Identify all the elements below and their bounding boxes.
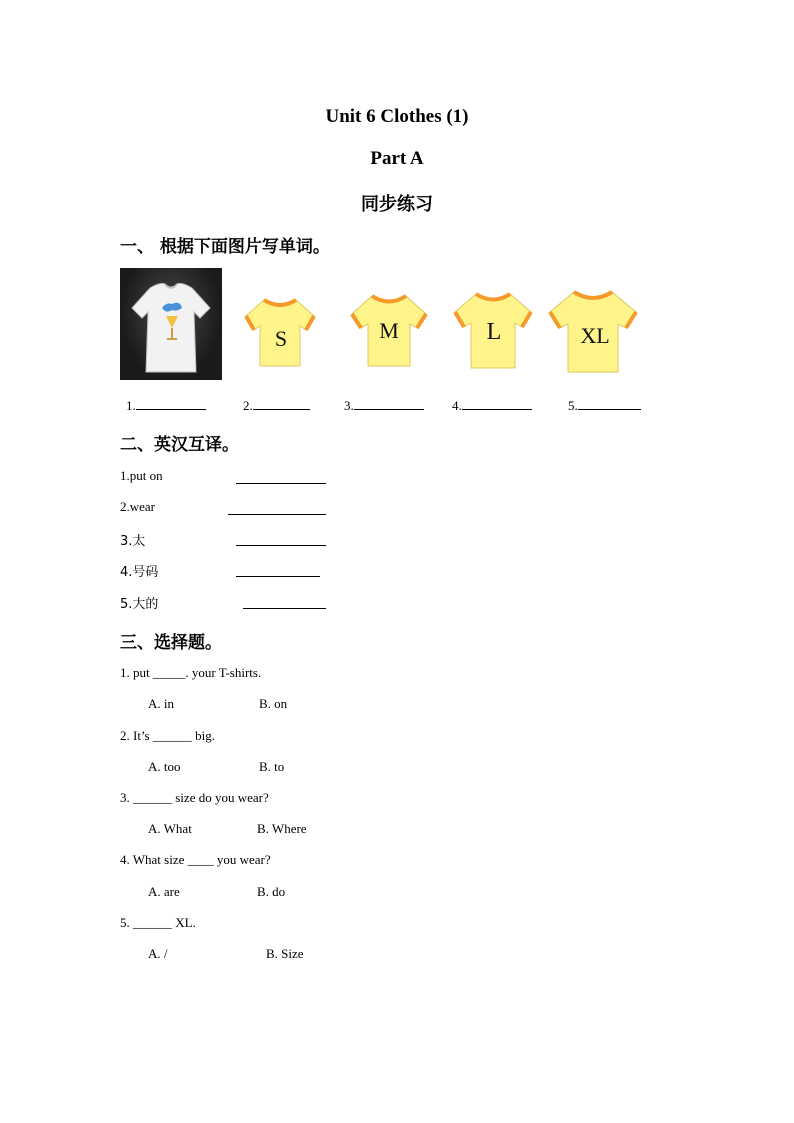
size-letter: L — [486, 319, 502, 345]
option-a[interactable]: A. too — [148, 759, 181, 774]
translate-blank-3[interactable] — [236, 533, 326, 546]
size-letter: S — [274, 326, 288, 351]
option-b[interactable]: B. to — [259, 759, 285, 774]
translate-item-2: 2.wear — [120, 499, 156, 514]
answer-blank[interactable] — [354, 397, 424, 410]
section-2-heading: 二、英汉互译。 — [120, 435, 239, 455]
question-4: 4. What size ____ you wear? — [120, 852, 271, 867]
option-b[interactable]: B. Size — [266, 946, 304, 961]
option-b[interactable]: B. do — [257, 884, 286, 899]
option-b[interactable]: B. Where — [257, 821, 307, 836]
page-title: Unit 6 Clothes (1) — [325, 106, 469, 127]
size-letter: XL — [580, 323, 610, 348]
translate-item-4: 4.号码 — [120, 565, 159, 580]
question-1: 1. put _____. your T-shirts. — [120, 665, 262, 680]
section-1-heading: 一、 根据下面图片写单词。 — [120, 237, 330, 257]
answer-blank[interactable] — [462, 397, 532, 410]
tshirt-size-xl — [548, 288, 638, 381]
translate-blank-2[interactable] — [228, 502, 326, 515]
answer-blank[interactable] — [136, 397, 206, 410]
answer-blank[interactable] — [578, 397, 641, 410]
option-a[interactable]: A. are — [148, 884, 180, 899]
translate-item-5: 5.大的 — [120, 597, 159, 612]
tshirt-size-l — [453, 290, 533, 377]
answer-2: 2. — [243, 397, 310, 414]
answer-1: 1. — [126, 397, 206, 414]
answer-4: 4. — [452, 397, 532, 414]
option-b[interactable]: B. on — [259, 696, 288, 711]
option-a[interactable]: A. / — [148, 946, 168, 961]
exercise-subtitle: 同步练习 — [361, 194, 433, 215]
question-3: 3. ______ size do you wear? — [120, 790, 269, 805]
white-tshirt-photo — [120, 268, 222, 380]
section-3-heading: 三、选择题。 — [120, 633, 222, 653]
question-5: 5. ______ XL. — [120, 915, 196, 930]
translate-blank-5[interactable] — [243, 596, 326, 609]
answer-blank[interactable] — [253, 397, 310, 410]
translate-item-1: 1.put on — [120, 468, 163, 483]
translate-blank-4[interactable] — [236, 564, 320, 577]
translate-blank-1[interactable] — [236, 471, 326, 484]
tshirt-size-m — [350, 292, 428, 375]
part-heading: Part A — [370, 148, 424, 169]
tshirt-size-s — [244, 296, 316, 375]
question-2: 2. It’s ______ big. — [120, 728, 215, 743]
option-a[interactable]: A. What — [148, 821, 192, 836]
answer-3: 3. — [344, 397, 424, 414]
size-letter: M — [379, 318, 399, 343]
option-a[interactable]: A. in — [148, 696, 174, 711]
translate-item-3: 3.太 — [120, 534, 146, 549]
answer-5: 5. — [568, 397, 641, 414]
